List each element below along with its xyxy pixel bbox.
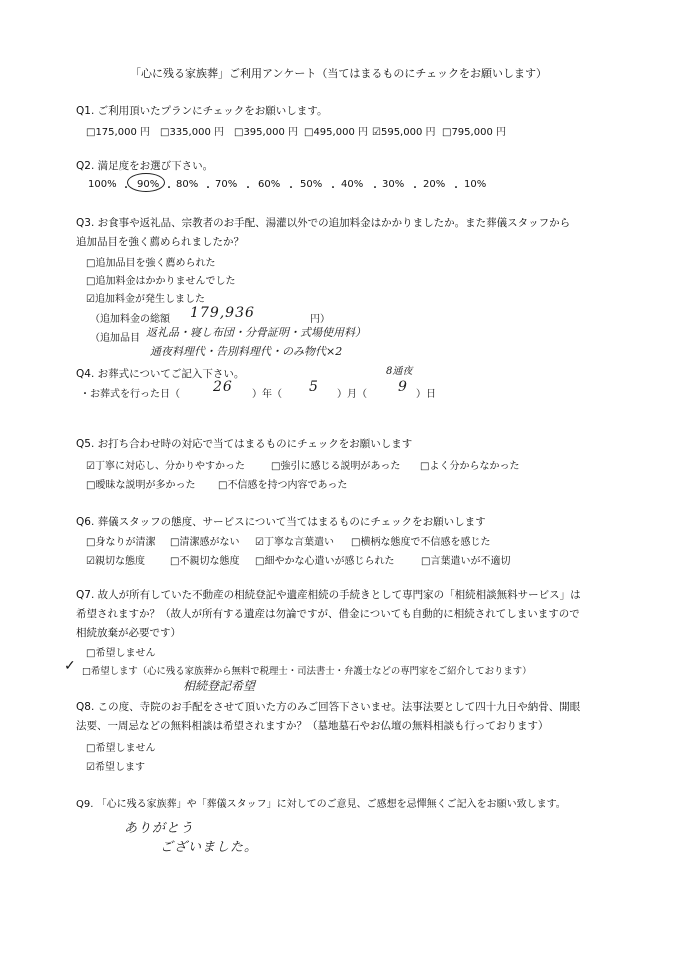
selection-circle-icon bbox=[127, 173, 165, 192]
q5-question: Q5. お打ち合わせ時の対応で当てはまるものにチェックをお願いします bbox=[76, 438, 413, 450]
q4-question: Q4. お葬式についてご記入下さい。 bbox=[76, 368, 245, 380]
q2-separator: ・ bbox=[164, 183, 174, 194]
q4-day-value[interactable]: 9 bbox=[398, 379, 408, 395]
q7-question-line1: Q7. 故人が所有していた不動産の相続登記や遺産相続の手続きとして専門家の「相続相談無料サービス」は bbox=[76, 589, 581, 601]
q6-option-neat[interactable]: □身なりが清潔 bbox=[86, 537, 156, 548]
q4-month-value[interactable]: 5 bbox=[309, 379, 319, 395]
q3-total-value[interactable]: 179,936 bbox=[190, 305, 255, 321]
q4-date-label: ・お葬式を行った日（ bbox=[80, 389, 180, 400]
q5-option-distrust[interactable]: □不信感を持つ内容であった bbox=[218, 480, 348, 491]
q2-option-50[interactable]: 50% bbox=[300, 179, 323, 190]
q2-option-30[interactable]: 30% bbox=[382, 179, 405, 190]
q6-option-arrogant[interactable]: □横柄な態度で不信感を感じた bbox=[351, 537, 491, 548]
q2-question: Q2. 満足度をお選び下さい。 bbox=[76, 160, 214, 172]
q2-separator: ・ bbox=[121, 183, 131, 194]
q1-option-335000[interactable]: □335,000 円 bbox=[160, 127, 224, 138]
q9-comment-line1[interactable]: ありがとう bbox=[124, 821, 195, 836]
q5-option-unclear[interactable]: □よく分からなかった bbox=[420, 461, 520, 472]
q4-day-label: ）日 bbox=[416, 389, 436, 400]
q3-total-label: （追加料金の総額 bbox=[90, 314, 170, 325]
q2-separator: ・ bbox=[410, 183, 420, 194]
q6-option-unclean[interactable]: □清潔感がない bbox=[170, 537, 240, 548]
survey-title: 「心に残る家族葬」ご利用アンケート（当てはまるものにチェックをお願いします） bbox=[130, 67, 548, 80]
q2-separator: ・ bbox=[203, 183, 213, 194]
q4-year-value[interactable]: 26 bbox=[213, 379, 233, 395]
q3-option-recommended[interactable]: □追加品目を強く薦められた bbox=[86, 258, 216, 269]
q2-option-90[interactable]: 90% bbox=[137, 179, 160, 190]
q2-option-70[interactable]: 70% bbox=[215, 179, 238, 190]
q1-option-495000[interactable]: □495,000 円 bbox=[304, 127, 368, 138]
q7-option-yes[interactable]: □希望します（心に残る家族葬から無料で税理士・司法書士・弁護士などの専門家をご紹介しております） bbox=[82, 666, 532, 677]
q7-question-line2: 希望されますか？（故人が所有する遺産は勿論ですが、借金についても自動的に相続されてしまいますので bbox=[76, 608, 580, 620]
q5-option-polite[interactable]: ☑丁寧に対応し、分かりやすかった bbox=[86, 461, 245, 472]
q2-option-40[interactable]: 40% bbox=[341, 179, 364, 190]
q3-items-label: （追加品目 bbox=[90, 333, 140, 344]
q6-option-improper-words[interactable]: □言葉遣いが不適切 bbox=[421, 556, 511, 567]
q8-question-line1: Q8. この度、寺院のお手配をさせて頂いた方のみご回答下さいませ。法事法要として四十九日や納骨、開眼 bbox=[76, 701, 581, 713]
q8-question-line2: 法要、一周忌などの無料相談は希望されますか？（墓地墓石やお仏壇の無料相談も行っております） bbox=[76, 720, 549, 732]
q3-items-line1[interactable]: 返礼品・寝し布団・分骨証明・式場使用料） bbox=[146, 326, 366, 339]
q3-total-unit: 円） bbox=[310, 314, 330, 325]
q9-comment-line2[interactable]: ございました。 bbox=[160, 840, 259, 855]
q4-day-note[interactable]: 8通夜 bbox=[386, 366, 413, 377]
q2-separator: ・ bbox=[451, 183, 461, 194]
q6-option-unkind[interactable]: □不親切な態度 bbox=[170, 556, 240, 567]
q7-question-line3: 相続放棄が必要です） bbox=[76, 627, 181, 639]
q1-question: Q1. ご利用頂いたプランにチェックをお願いします。 bbox=[76, 105, 328, 117]
q1-option-595000[interactable]: ☑595,000 円 bbox=[372, 127, 436, 138]
q2-option-60[interactable]: 60% bbox=[258, 179, 281, 190]
q1-option-795000[interactable]: □795,000 円 bbox=[442, 127, 506, 138]
q2-option-100[interactable]: 100% bbox=[88, 179, 117, 190]
q9-question: Q9. 「心に残る家族葬」や「葬儀スタッフ」に対してのご意見、ご感想を忌憚無くご記入をお願い致します。 bbox=[76, 799, 566, 810]
q6-option-kind[interactable]: ☑親切な態度 bbox=[86, 556, 145, 567]
q8-option-no[interactable]: □希望しません bbox=[86, 743, 156, 754]
q3-question-line1: Q3. お食事や返礼品、宗教者のお手配、湯灌以外での追加料金はかかりましたか。また葬儀スタッフから bbox=[76, 217, 571, 229]
q3-option-no-extra[interactable]: □追加料金はかかりませんでした bbox=[86, 276, 236, 287]
q5-option-vague[interactable]: □曖昧な説明が多かった bbox=[86, 480, 196, 491]
q6-question: Q6. 葬儀スタッフの態度、サービスについて当てはまるものにチェックをお願いします bbox=[76, 516, 486, 528]
q2-separator: ・ bbox=[370, 183, 380, 194]
q5-option-pushy[interactable]: □強引に感じる説明があった bbox=[271, 461, 401, 472]
q8-option-yes[interactable]: ☑希望します bbox=[86, 762, 145, 773]
q3-option-extra-charged[interactable]: ☑追加料金が発生しました bbox=[86, 294, 205, 305]
checkmark-icon: ✓ bbox=[64, 658, 77, 674]
q2-separator: ・ bbox=[286, 183, 296, 194]
q7-handwritten-note[interactable]: 相続登記希望 bbox=[183, 679, 256, 693]
q4-month-label: ）月（ bbox=[337, 389, 367, 400]
q1-option-395000[interactable]: □395,000 円 bbox=[234, 127, 298, 138]
q2-separator: ・ bbox=[243, 183, 253, 194]
q4-year-label: ）年（ bbox=[252, 389, 282, 400]
q7-option-no[interactable]: □希望しません bbox=[86, 648, 156, 659]
q2-separator: ・ bbox=[328, 183, 338, 194]
q2-option-20[interactable]: 20% bbox=[423, 179, 446, 190]
q3-question-line2: 追加品目を強く薦められましたか？ bbox=[76, 236, 244, 248]
q1-option-175000[interactable]: □175,000 円 bbox=[86, 127, 150, 138]
q3-items-line2[interactable]: 通夜料理代・告別料理代・のみ物代×2 bbox=[150, 345, 343, 358]
q2-option-10[interactable]: 10% bbox=[464, 179, 487, 190]
q2-option-80[interactable]: 80% bbox=[176, 179, 199, 190]
q6-option-attentive[interactable]: □細やかな心遣いが感じられた bbox=[255, 556, 395, 567]
q6-option-polite-words[interactable]: ☑丁寧な言葉遣い bbox=[255, 537, 334, 548]
